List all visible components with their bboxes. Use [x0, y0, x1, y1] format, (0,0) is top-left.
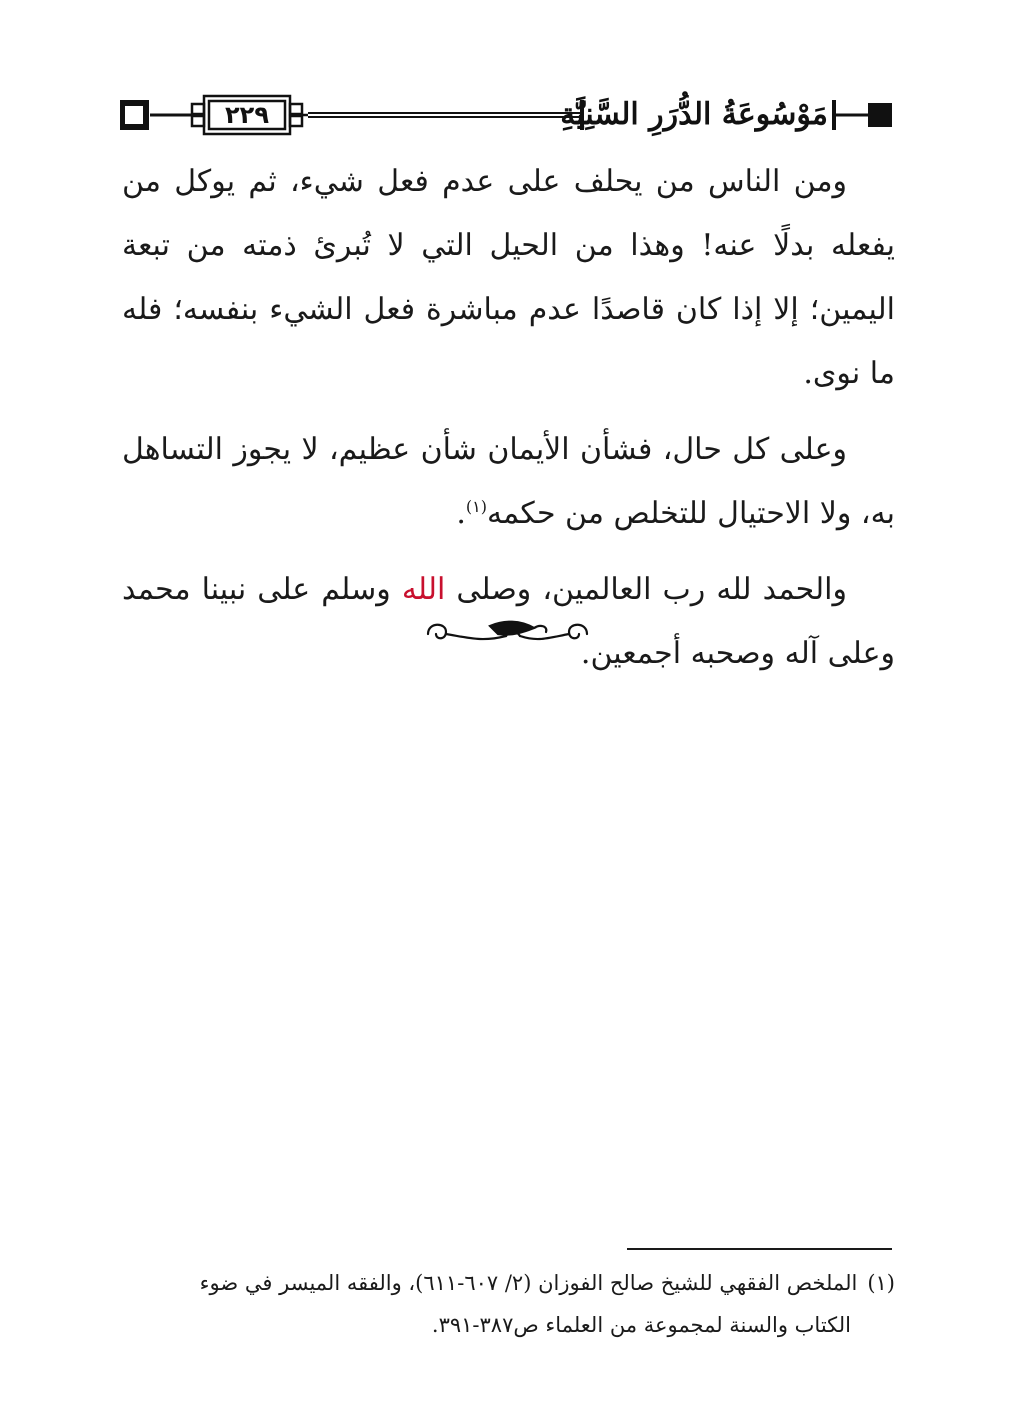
- paragraph-1-text: ومن الناس من يحلف على عدم فعل شيء، ثم يوكل من يفعله بدلًا عنه! وهذا من الحيل التي لا تُبرئ ذمته من تبعة اليمين؛ إلا إذا كان قاصدًا عدم مباشرة فعل الشيء بنفسه؛ فله ما نوى.: [122, 164, 895, 391]
- paragraph-1: [122, 150, 895, 406]
- footnote-reference[interactable]: (١): [465, 497, 487, 516]
- square-frame-icon: [122, 103, 146, 127]
- filled-square-icon: [868, 103, 892, 127]
- footnote-line-2: الكتاب والسنة لمجموعة من العلماء ص٣٨٧-٣٩١.: [431, 1313, 851, 1337]
- divine-name-highlight: الله: [401, 572, 446, 607]
- paragraph-3-before: والحمد لله رب العالمين، وصلى: [445, 572, 847, 607]
- paragraph-2: [122, 418, 895, 546]
- floral-divider-icon: [420, 612, 595, 652]
- footnote-separator: [627, 1248, 892, 1250]
- paragraph-2-end: .: [456, 496, 466, 531]
- paragraph-2-text: وعلى كل حال، فشأن الأيمان شأن عظيم، لا يجوز التساهل به، ولا الاحتيال للتخلص من حكمه: [122, 432, 895, 531]
- series-title: مَوْسُوعَةُ الدُّرَرِ السَّنِيَّةِ: [560, 97, 828, 132]
- page-header: [120, 84, 895, 148]
- footnote-number: (١): [867, 1271, 895, 1295]
- page-number: ٢٢٩: [225, 101, 269, 129]
- footnote: [122, 1262, 895, 1346]
- paragraph-3-after: وسلم على نبينا محمد وعلى آله وصحبه أجمعين.: [122, 572, 895, 671]
- footnote-line-1: الملخص الفقهي للشيخ صالح الفوزان (٢/ ٦٠٧-٦١١)، والفقه الميسر في ضوء: [199, 1271, 858, 1295]
